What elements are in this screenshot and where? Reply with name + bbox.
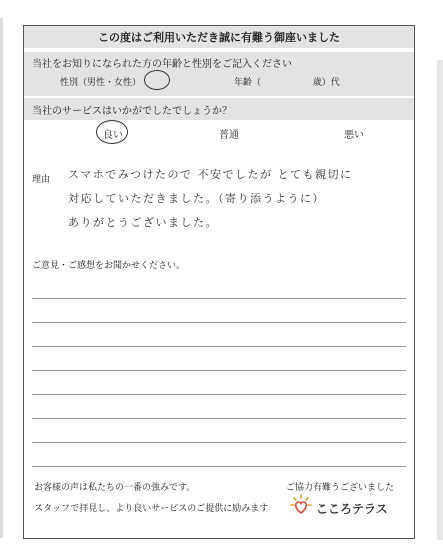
rating-bad: 悪い xyxy=(344,130,364,141)
handwriting-line-1: スマホでみつけたので 不安でしたが とても親切に xyxy=(68,168,353,181)
ruled-line xyxy=(32,394,406,395)
ruled-line xyxy=(32,418,406,419)
ruled-line xyxy=(32,442,406,443)
rating-good: 良い xyxy=(103,130,123,141)
age-label: 年齢（ xyxy=(234,78,262,88)
question1: 当社をお知りになられた方の年齢と性別をご記入ください xyxy=(32,59,292,70)
age-suffix: 歳）代 xyxy=(312,78,340,88)
ruled-line xyxy=(32,370,406,371)
survey-sheet xyxy=(23,25,415,539)
ruled-line xyxy=(32,466,406,467)
rating-normal: 普通 xyxy=(219,130,239,141)
footer-message-2: スタッフで拝見し、より良いサービスのご提供に励みます xyxy=(34,504,269,514)
ruled-line xyxy=(32,322,406,323)
gender-selection-circle xyxy=(144,70,170,90)
scan-edge-left xyxy=(0,18,3,538)
reason-label: 理由 xyxy=(32,175,51,185)
footer-thanks: ご協力有難うございました xyxy=(286,483,395,493)
scan-edge-right xyxy=(437,60,443,540)
gender-label: 性別（男性・女性） xyxy=(60,78,142,88)
rating-selection-circle xyxy=(96,120,128,144)
sun-heart-icon xyxy=(290,494,312,516)
form-title: この度はご利用いただき誠に有難う御座いました xyxy=(98,31,340,44)
handwriting-line-2: 対応していただきました。（寄り添うように） xyxy=(68,192,325,205)
ruled-line xyxy=(32,346,406,347)
footer-message-1: お客様の声は私たちの一番の強みです。 xyxy=(34,483,196,493)
ruled-line xyxy=(32,298,406,299)
question2: 当社のサービスはいかがでしたでしょうか？ xyxy=(32,106,232,117)
opinion-label: ご意見・ご感想をお聞かせください。 xyxy=(32,261,186,271)
handwriting-line-3: ありがとうございました。 xyxy=(68,216,218,229)
brand-name: こころテラス xyxy=(316,502,388,516)
age-field xyxy=(234,75,340,88)
